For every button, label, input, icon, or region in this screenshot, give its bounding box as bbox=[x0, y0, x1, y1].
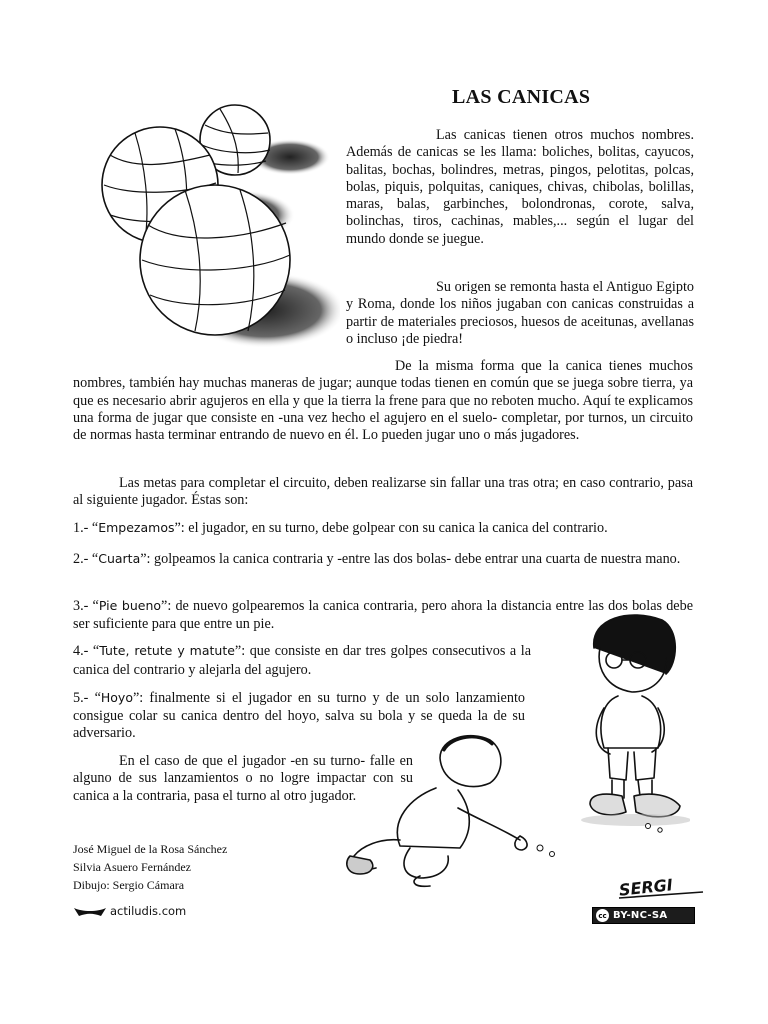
site-logo bbox=[73, 904, 186, 918]
rule-1-name: Empezamos bbox=[98, 520, 175, 535]
cc-icon: cc bbox=[596, 909, 609, 922]
credits bbox=[73, 840, 227, 894]
license-badge bbox=[592, 907, 695, 924]
rule-3-name: Pie bueno bbox=[98, 598, 162, 613]
credit-drawing: Dibujo: Sergio Cámara bbox=[73, 878, 185, 892]
intro-paragraph: Las canicas tienen otros muchos nombres. Además de canicas se les llama: boliches, bolitas, cayucos, balitas, bochas, bolindres, metras, pingos, pelotitas, polcas, bolas, piquis, polquitas, caniques, chivas, chibolas, bolillas, maras, balas, garbinches, bolondronas, corote, salva, bolinchas, tiros, cachinas, mables,... según el lugar del mundo donde se juegue. bbox=[346, 127, 694, 247]
boy-with-glasses-illustration bbox=[570, 608, 690, 838]
ways-paragraph: De la misma forma que la canica tienes muchos nombres, también hay muchas maneras de jugar; aunque todas tienen en común que se juega sobre tierra, ya que es necesario abrir agujeros en ella y que la tierra la frene para que no reboten mucho. Aquí te explicamos una forma de jugar que consiste en -una vez hecho el agujero en el suelo- completar, por turnos, un circuito de normas hasta terminar entrando de nuevo en él. Lo pueden jugar uno o más jugadores. bbox=[73, 358, 693, 444]
rule-2: 2.- “Cuarta”: golpeamos la canica contraria y -entre las dos bolas- debe entrar una cuarta de nuestra mano. bbox=[73, 551, 681, 567]
license-text: BY-NC-SA bbox=[613, 910, 668, 921]
goals-paragraph: Las metas para completar el circuito, deben realizarse sin fallar una tras otra; en caso contrario, pasa al siguiente jugador. Éstas son: bbox=[73, 475, 693, 509]
site-name: actiludis.com bbox=[110, 904, 187, 918]
rule-1: 1.- “Empezamos”: el jugador, en su turno, debe golpear con su canica la canica del contrario. bbox=[73, 520, 608, 536]
rule-5-name: Hoyo bbox=[100, 690, 133, 705]
rule-4-name: Tute, retute y matute bbox=[99, 643, 235, 658]
rule-3: 3.- “Pie bueno”: de nuevo golpearemos la canica contraria, pero ahora la distancia entre las dos bolas debe ser suficiente para que entre un pie. bbox=[73, 598, 693, 632]
rule-4: 4.- “Tute, retute y matute”: que consiste en dar tres golpes consecutivos a la canica del contrario y alejarla del agujero. bbox=[73, 643, 531, 678]
fail-paragraph: En el caso de que el jugador -en su turno- falle en alguno de sus lanzamientos o no logre impactar con su canica a la contraria, pasa el turno al otro jugador. bbox=[73, 753, 413, 804]
actiludis-logo-icon bbox=[73, 904, 107, 918]
origin-paragraph: Su origen se remonta hasta el Antiguo Egipto y Roma, donde los niños jugaban con canicas construidas a partir de materiales preciosos, huesos de aceitunas, avellanas o incluso ¡de piedra! bbox=[346, 279, 694, 347]
marbles-illustration bbox=[90, 95, 340, 355]
artist-signature-icon bbox=[615, 872, 710, 904]
boy-playing-marbles-illustration bbox=[340, 728, 580, 888]
rule-5: 5.- “Hoyo”: finalmente si el jugador en su turno y de un solo lanzamiento consigue colar su canica dentro del hoyo, salva su bola y se queda la de su adversario. bbox=[73, 690, 525, 741]
credit-author-1: José Miguel de la Rosa Sánchez bbox=[73, 842, 228, 856]
rule-2-name: Cuarta bbox=[98, 551, 141, 566]
signature-text: SERGI bbox=[618, 875, 674, 900]
page-title: LAS CANICAS bbox=[452, 86, 591, 108]
credit-author-2: Silvia Asuero Fernández bbox=[73, 860, 191, 874]
